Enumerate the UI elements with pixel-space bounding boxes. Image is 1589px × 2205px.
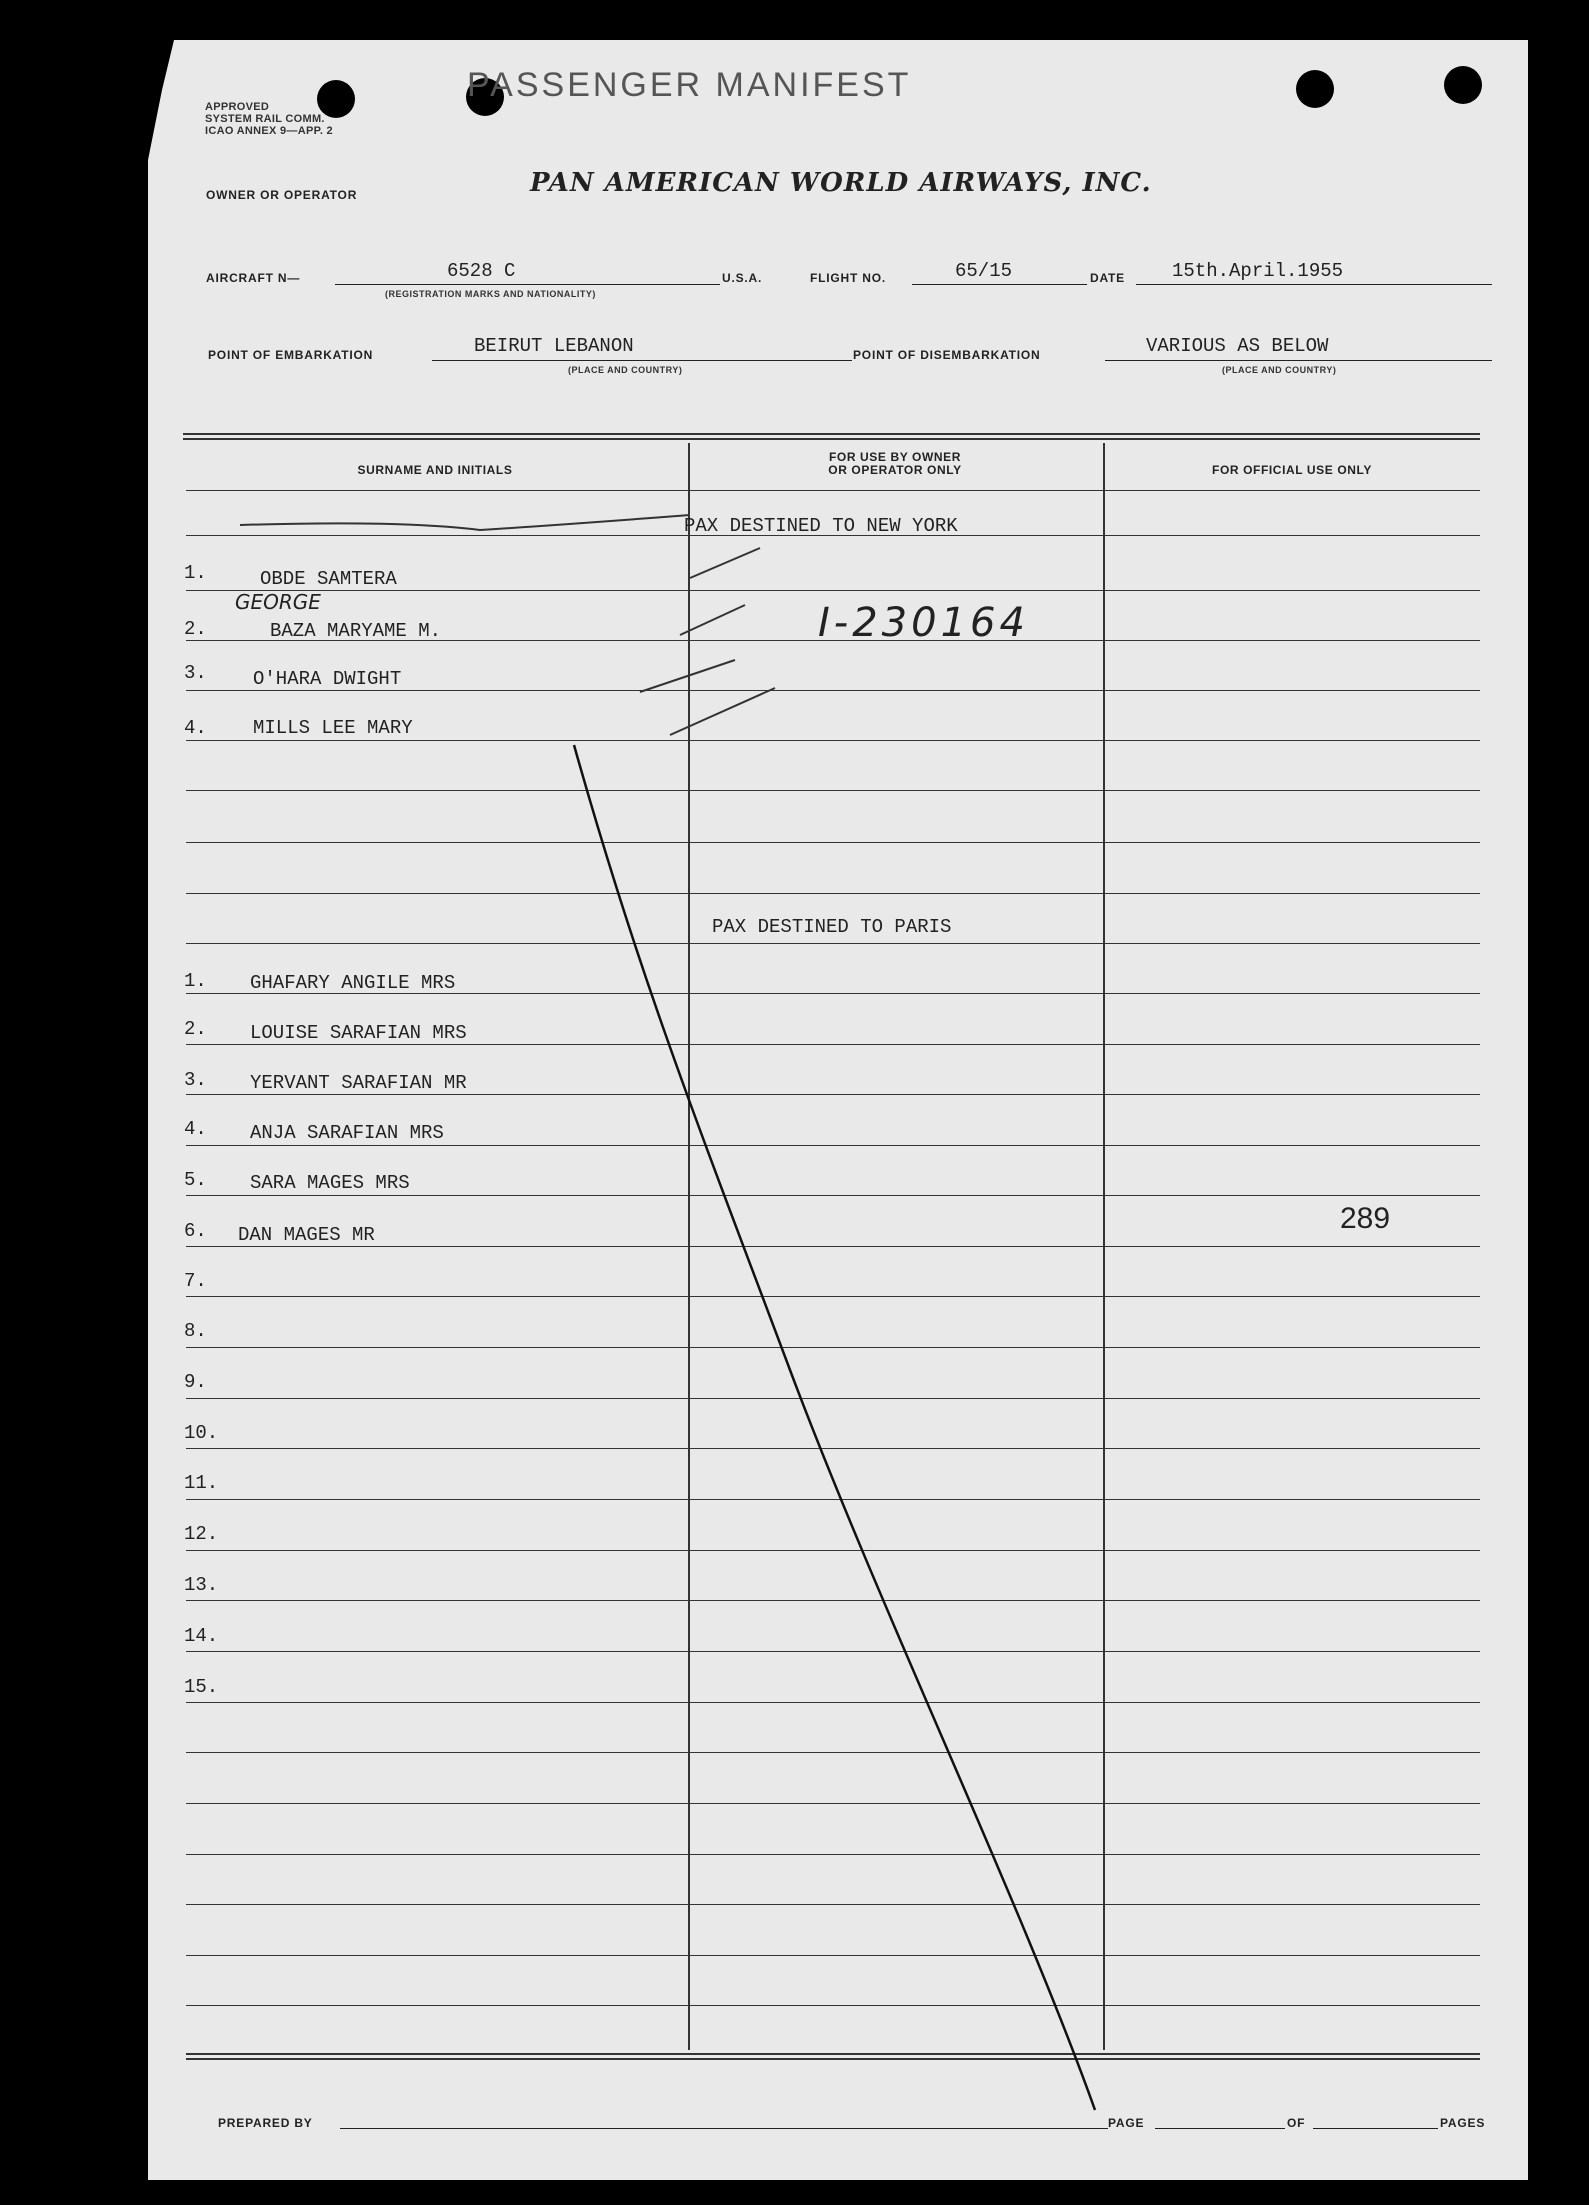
column-header-owner-use-line: OR OPERATOR ONLY [828,463,962,477]
entry-number: 14. [184,1625,219,1647]
of-underline [1313,2128,1438,2129]
pages-label: PAGES [1440,2116,1486,2130]
entry-number: 3. [184,1069,207,1091]
tick-stroke [690,548,760,578]
column-header-owner-use-line: FOR USE BY OWNER [828,450,962,464]
entry-number: 13. [184,1574,219,1596]
approval-line: ICAO ANNEX 9—APP. 2 [205,125,333,137]
entry-number: 1. [184,562,207,584]
entry-number: 6. [184,1220,207,1242]
operator-name: PAN AMERICAN WORLD AIRWAYS, INC. [530,168,1152,198]
aircraft-sub: (REGISTRATION MARKS AND NATIONALITY) [385,289,596,299]
owner-label: OWNER OR OPERATOR [206,188,358,202]
page-stamp-number: 289 [1340,1202,1391,1235]
page-title: PASSENGER MANIFEST [467,66,912,104]
entry-number: 7. [184,1270,207,1292]
tick-stroke [670,688,775,735]
entry-number: 5. [184,1169,207,1191]
passenger-name: LOUISE SARAFIAN MRS [250,1022,467,1044]
embark-value: BEIRUT LEBANON [474,335,634,357]
prepared-by-label: PREPARED BY [218,2116,313,2130]
entry-number: 4. [184,717,207,739]
passenger-name: SARA MAGES MRS [250,1172,410,1194]
flight-value: 65/15 [955,260,1013,282]
passenger-name: YERVANT SARAFIAN MR [250,1072,467,1094]
of-label: OF [1287,2116,1306,2130]
aircraft-value: 6528 C [447,260,516,282]
embark-sub: (PLACE AND COUNTRY) [568,365,683,375]
passenger-name: GHAFARY ANGILE MRS [250,972,456,994]
disembark-value: VARIOUS AS BELOW [1146,335,1329,357]
entry-number: 4. [184,1118,207,1140]
flight-label: FLIGHT NO. [810,271,886,285]
entry-number: 11. [184,1472,219,1494]
column-header-official: FOR OFFICIAL USE ONLY [1212,463,1372,477]
tick-stroke [680,605,745,635]
page-label: PAGE [1108,2116,1145,2130]
group-heading-paris: PAX DESTINED TO PARIS [712,916,952,938]
entry-number: 15. [184,1676,219,1698]
date-label: DATE [1090,271,1125,285]
handwritten-name: GEORGE [235,590,321,614]
entry-number: 9. [184,1371,207,1393]
disembark-label: POINT OF DISEMBARKATION [853,348,1041,362]
entry-number: 10. [184,1422,219,1444]
entry-number: 2. [184,1018,207,1040]
prepared-by-underline [340,2128,1108,2129]
approval-line: SYSTEM RAIL COMM. [205,113,325,125]
passenger-name: MILLS LEE MARY [253,717,413,739]
entry-number: 3. [184,662,207,684]
passenger-name: O'HARA DWIGHT [253,668,402,690]
usa-label: U.S.A. [722,271,763,285]
passenger-name: ANJA SARAFIAN MRS [250,1122,444,1144]
handwritten-number: I-230164 [818,600,1029,646]
entry-number: 12. [184,1523,219,1545]
tick-stroke [640,660,735,692]
disembark-sub: (PLACE AND COUNTRY) [1222,365,1337,375]
passenger-name: BAZA MARYAME M. [270,620,442,642]
entry-number: 8. [184,1320,207,1342]
embark-label: POINT OF EMBARKATION [208,348,374,362]
group-heading-new-york: PAX DESTINED TO NEW YORK [684,515,958,537]
column-header-surname: SURNAME AND INITIALS [357,463,513,477]
date-value: 15th.April.1955 [1172,260,1344,282]
passenger-name: DAN MAGES MR [238,1224,375,1246]
page-underline [1155,2128,1285,2129]
passenger-name: OBDE SAMTERA [260,568,397,590]
diagonal-strike-stroke [574,745,1095,2110]
crossout-stroke [240,515,690,530]
entry-number: 1. [184,970,207,992]
aircraft-label: AIRCRAFT N— [206,271,301,285]
approval-line: APPROVED [205,101,270,113]
entry-number: 2. [184,618,207,640]
